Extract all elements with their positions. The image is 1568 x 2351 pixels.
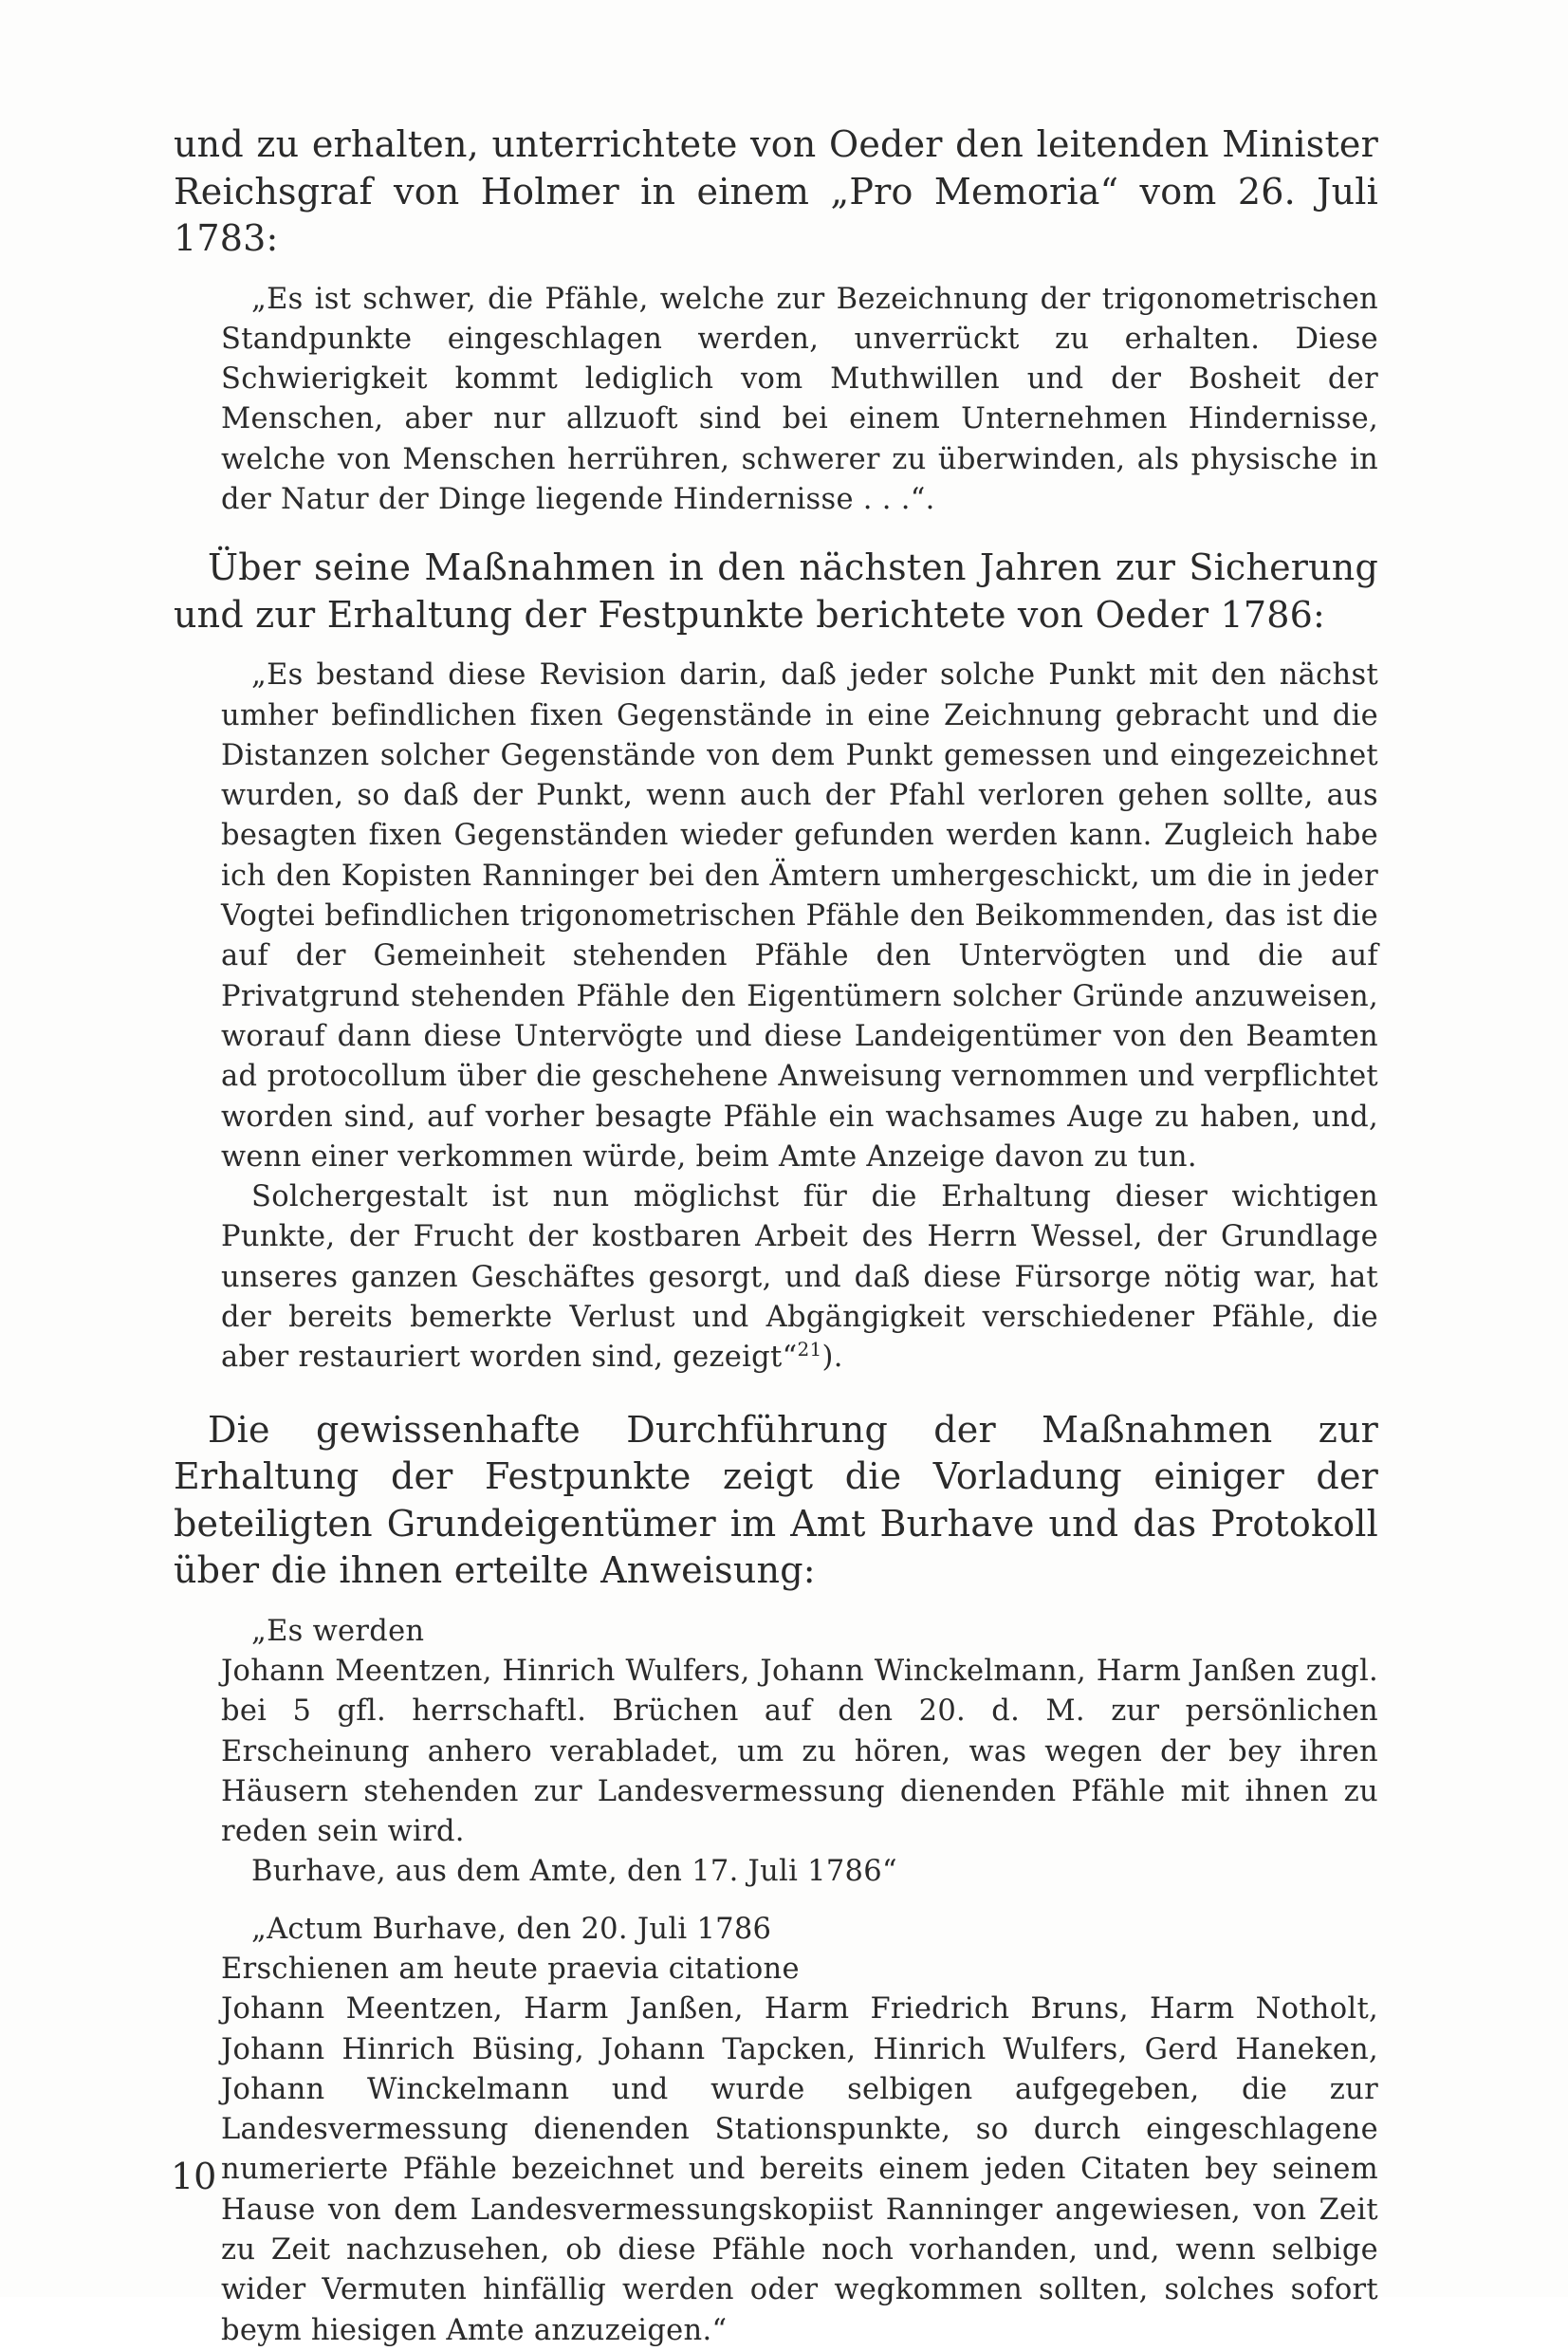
paragraph-intro: und zu erhalten, unterrichtete von Oeder den leitenden Minister Reichsgraf von Holmer in einem „Pro Memoria“ vom 26. Juli 1783: xyxy=(174,123,1378,259)
quote-summons-signature: Burhave, aus dem Amte, den 17. Juli 1786“ xyxy=(251,1855,897,1889)
footnote-marker: 21 xyxy=(797,1338,822,1361)
page-number: 10 xyxy=(171,2156,217,2197)
quote-revision: „Es bestand diese Revision darin, daß jeder solche Punkt mit den nächst umher befindlichen fixen Gegenstände in eine Zeichnung gebracht und die Distanzen solcher Gegenstände von dem Punkt gemessen und eingezeichnet wurden, so daß der Punkt, wenn auch der Pfahl verloren gehen sollte, aus besagten fixen Gegenständen wieder gefunden werden kann. Zugleich habe ich den Kopisten Ranninger bei den Ämtern umhergeschickt, um die in jeder Vogtei befindlichen trigonometrischen Pfähle den Beikommenden, das ist die auf der Gemeinheit stehenden Pfähle den Untervögten und die auf Privatgrund stehenden Pfähle den Eigentümern solcher Gründe anzuweisen, worauf dann diese Untervögte und diese Landeigentümer von den Beamten ad protocollum über die geschehene Anweisung vernommen und verpflichtet worden sind, auf vorher besagte Pfähle ein wachsames Auge zu haben, und, wenn einer verkommen würde, beim Amte Anzeige davon zu tun. xyxy=(221,658,1378,1174)
paragraph-measures: Über seine Maßnahmen in den nächsten Jahren zur Sicherung und zur Erhaltung der Festpunkte berichtete von Oeder 1786: xyxy=(174,546,1378,636)
quote-pro-memoria: „Es ist schwer, die Pfähle, welche zur Bezeichnung der trigonometrischen Standpunkte eingeschlagen werden, unverrückt zu erhalten. Diese Schwierigkeit kommt lediglich vom Muthwillen und der Bosheit der Menschen, aber nur allzuoft sind bei einem Unternehmen Hindernisse, welche von Menschen herrühren, schwerer zu überwinden, als physische in der Natur der Dinge liegende Hindernisse . . .“. xyxy=(221,282,1378,516)
quote-summons-head: „Es werden xyxy=(251,1614,425,1648)
quote-protocol-sub: Erschienen am heute praevia citatione xyxy=(221,1953,800,1986)
text-column xyxy=(174,121,1378,2351)
quote-conclusion xyxy=(221,1177,1378,1378)
quote-conclusion-end: ). xyxy=(821,1341,843,1375)
paragraph-summons: Die gewissenhafte Durchführung der Maßnahmen zur Erhaltung der Festpunkte zeigt die Vorladung einiger der beteiligten Grundeigentümer im Amt Burhave und das Protokoll über die ihnen erteilte Anweisung: xyxy=(174,1408,1378,1592)
quote-conclusion-text: Solchergestalt ist nun möglichst für die Erhaltung dieser wichtigen Punkte, der Frucht der kostbaren Arbeit des Herrn Wessel, der Grundlage unseres ganzen Geschäftes gesorgt, und daß diese Fürsorge nötig war, hat der bereits bemerkte Verlust und Abgängigkeit verschiedener Pfähle, die aber restauriert worden sind, gezeigt“ xyxy=(221,1180,1378,1375)
quote-summons-body: Johann Meentzen, Hinrich Wulfers, Johann Winckelmann, Harm Janßen zugl. bei 5 gfl. herrschaftl. Brüchen auf den 20. d. M. zur persönlichen Erscheinung anhero verabladet, um zu hören, was wegen der bey ihren Häusern stehenden zur Landesvermessung dienenden Pfähle mit ihnen zu reden sein wird. xyxy=(221,1654,1378,1849)
quote-protocol-head: „Actum Burhave, den 20. Juli 1786 xyxy=(251,1912,772,1946)
quote-protocol-body: Johann Meentzen, Harm Janßen, Harm Friedrich Bruns, Harm Notholt, Johann Hinrich Büsing, Johann Tapcken, Hinrich Wulfers, Gerd Haneken, Johann Winckelmann und wurde selbigen aufgegeben, die zur Landesvermessung dienenden Stationspunkte, so durch eingeschlagene numerierte Pfähle bezeichnet und bereits einem jeden Citaten bey seinem Hause von dem Landesvermessungskopiist Ranninger angewiesen, von Zeit zu Zeit nachzusehen, ob diese Pfähle noch vorhanden, und, wenn selbige wider Vermuten hinfällig werden oder wegkommen sollten, solches sofort beym hiesigen Amte anzuzeigen.“ xyxy=(221,1992,1378,2347)
